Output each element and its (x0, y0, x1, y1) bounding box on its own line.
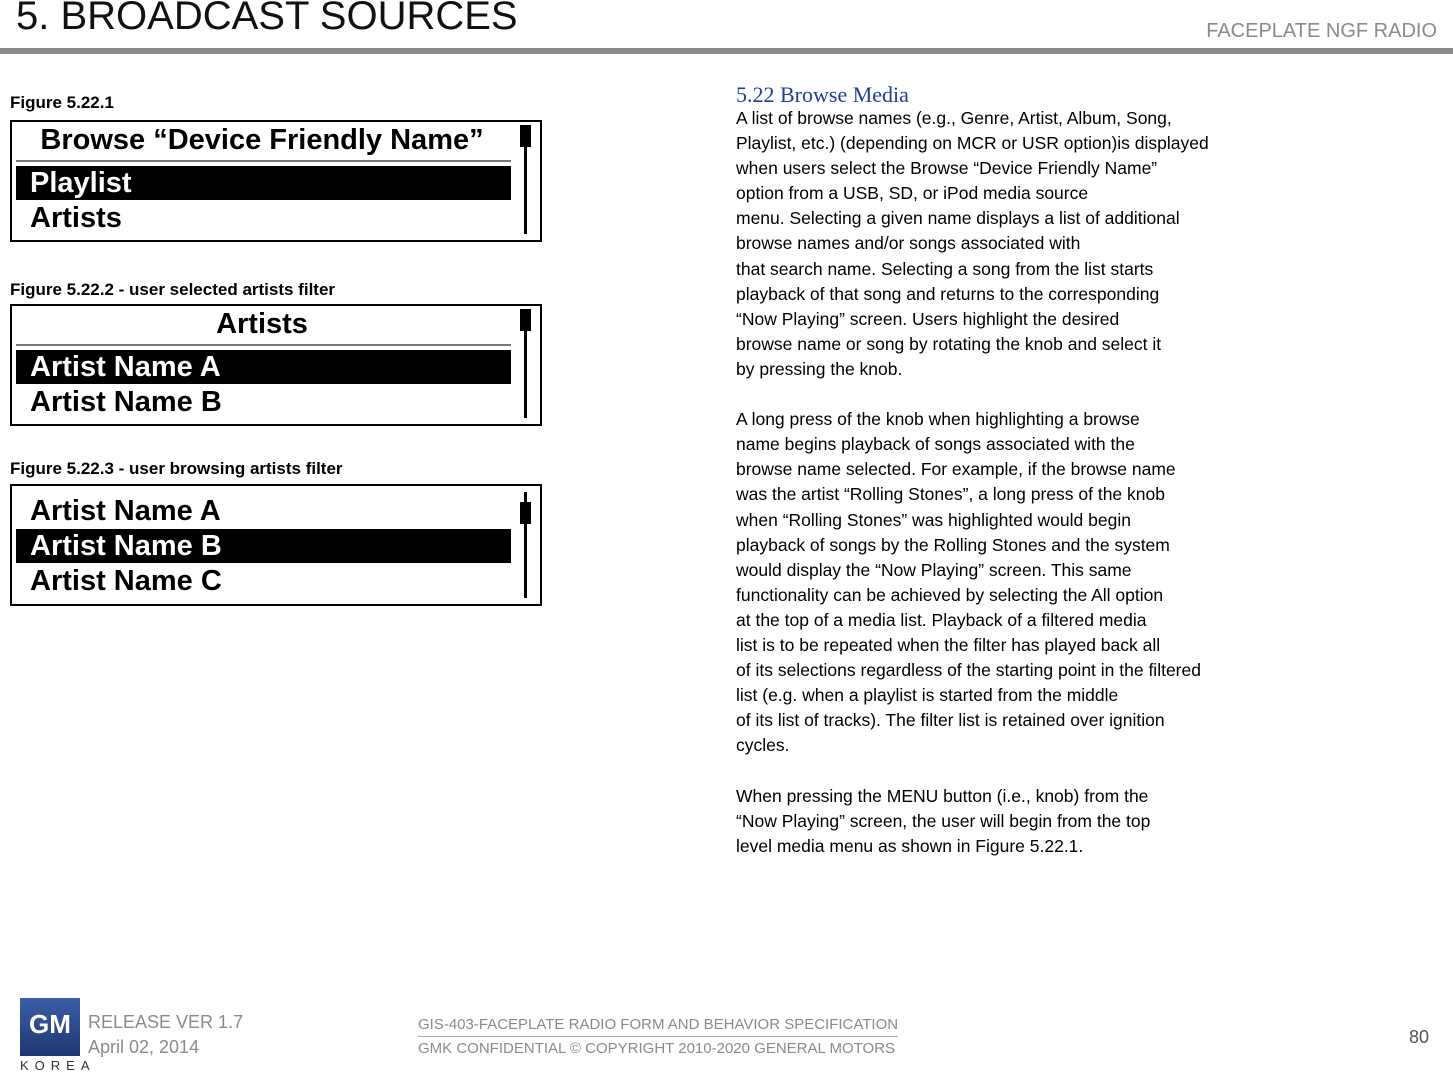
list-item-selected: Artist Name A (16, 350, 511, 384)
text-line: by pressing the knob. (736, 358, 903, 379)
text-line: would display the “Now Playing” screen. This same (736, 559, 1132, 580)
text-line: list (e.g. when a playlist is started from the middle (736, 685, 1119, 706)
list-item: Artist Name C (30, 565, 222, 597)
paragraph (736, 106, 1296, 382)
screen-title: Artists (216, 308, 308, 340)
lcd-screen-figure-3 (10, 484, 542, 606)
figure-caption: Figure 5.22.3 - user browsing artists filter (10, 459, 343, 478)
gm-logo: GM (20, 998, 80, 1056)
text-line: Playlist, etc.) (depending on MCR or USR option)is displayed (736, 133, 1209, 154)
text-line: of its list of tracks). The filter list is retained over ignition (736, 710, 1165, 731)
release-version: RELEASE VER 1.7 (88, 1012, 244, 1032)
title-divider (16, 344, 511, 346)
text-line: that search name. Selecting a song from the list starts (736, 258, 1154, 279)
text-line: browse name or song by rotating the knob and select it (736, 333, 1162, 354)
document-header: FACEPLATE NGF RADIO (1206, 20, 1437, 42)
text-line: A long press of the knob when highlighting a browse (736, 409, 1140, 430)
figure-caption: Figure 5.22.2 - user selected artists filter (10, 280, 336, 299)
list-item: Artist Name B (30, 386, 222, 418)
header-divider (0, 48, 1453, 54)
copyright: GMK CONFIDENTIAL © COPYRIGHT 2010-2020 GENERAL MOTORS (418, 1040, 896, 1057)
footer-center (418, 1013, 898, 1060)
page-number: 80 (1408, 1027, 1429, 1047)
text-line: browse name selected. For example, if the browse name (736, 459, 1176, 480)
text-line: playback of songs by the Rolling Stones and the system (736, 534, 1170, 555)
paragraph (736, 784, 1296, 859)
paragraph (736, 407, 1296, 758)
scrollbar-thumb (520, 125, 531, 147)
release-date: April 02, 2014 (88, 1037, 200, 1057)
text-line: level media menu as shown in Figure 5.22.1. (736, 835, 1084, 856)
lcd-screen-figure-2 (10, 304, 542, 426)
text-line: when users select the Browse “Device Friendly Name” (736, 158, 1158, 179)
title-divider (16, 160, 511, 162)
list-item-selected: Playlist (16, 166, 511, 200)
scrollbar-thumb (520, 309, 531, 331)
chapter-title: 5. BROADCAST SOURCES (16, 0, 518, 38)
document-id: GIS-403-FACEPLATE RADIO FORM AND BEHAVIOR SPECIFICATION (418, 1013, 898, 1037)
list-item-selected: Artist Name B (16, 529, 511, 563)
section-body (736, 106, 1296, 884)
section-title: 5.22 Browse Media (736, 82, 909, 107)
text-line: list is to be repeated when the filter has played back all (736, 634, 1161, 655)
text-line: A list of browse names (e.g., Genre, Artist, Album, Song, (736, 108, 1172, 128)
lcd-screen-figure-1 (10, 120, 542, 242)
text-line: When pressing the MENU button (i.e., knob) from the (736, 785, 1149, 806)
text-line: cycles. (736, 735, 790, 756)
text-line: was the artist “Rolling Stones”, a long press of the knob (736, 484, 1165, 505)
text-line: name begins playback of songs associated with the (736, 434, 1135, 455)
text-line: menu. Selecting a given name displays a list of additional (736, 208, 1180, 229)
text-line: “Now Playing” screen, the user will begin from the top (736, 810, 1151, 831)
text-line: “Now Playing” screen. Users highlight the desired (736, 308, 1120, 329)
text-line: of its selections regardless of the starting point in the filtered (736, 660, 1201, 681)
list-item: Artists (30, 202, 122, 234)
list-item: Artist Name A (30, 495, 221, 527)
scrollbar-thumb (520, 502, 531, 524)
text-line: option from a USB, SD, or iPod media source (736, 183, 1089, 204)
release-info (88, 1010, 243, 1060)
screen-title: Browse “Device Friendly Name” (40, 124, 484, 156)
text-line: functionality can be achieved by selecting the All option (736, 584, 1164, 605)
text-line: when “Rolling Stones” was highlighted would begin (736, 509, 1131, 530)
figure-caption: Figure 5.22.1 (10, 93, 114, 112)
text-line: playback of that song and returns to the corresponding (736, 283, 1160, 304)
text-line: browse names and/or songs associated with (736, 233, 1081, 254)
logo-subtitle: KOREA (20, 1058, 96, 1073)
text-line: at the top of a media list. Playback of a filtered media (736, 609, 1147, 630)
